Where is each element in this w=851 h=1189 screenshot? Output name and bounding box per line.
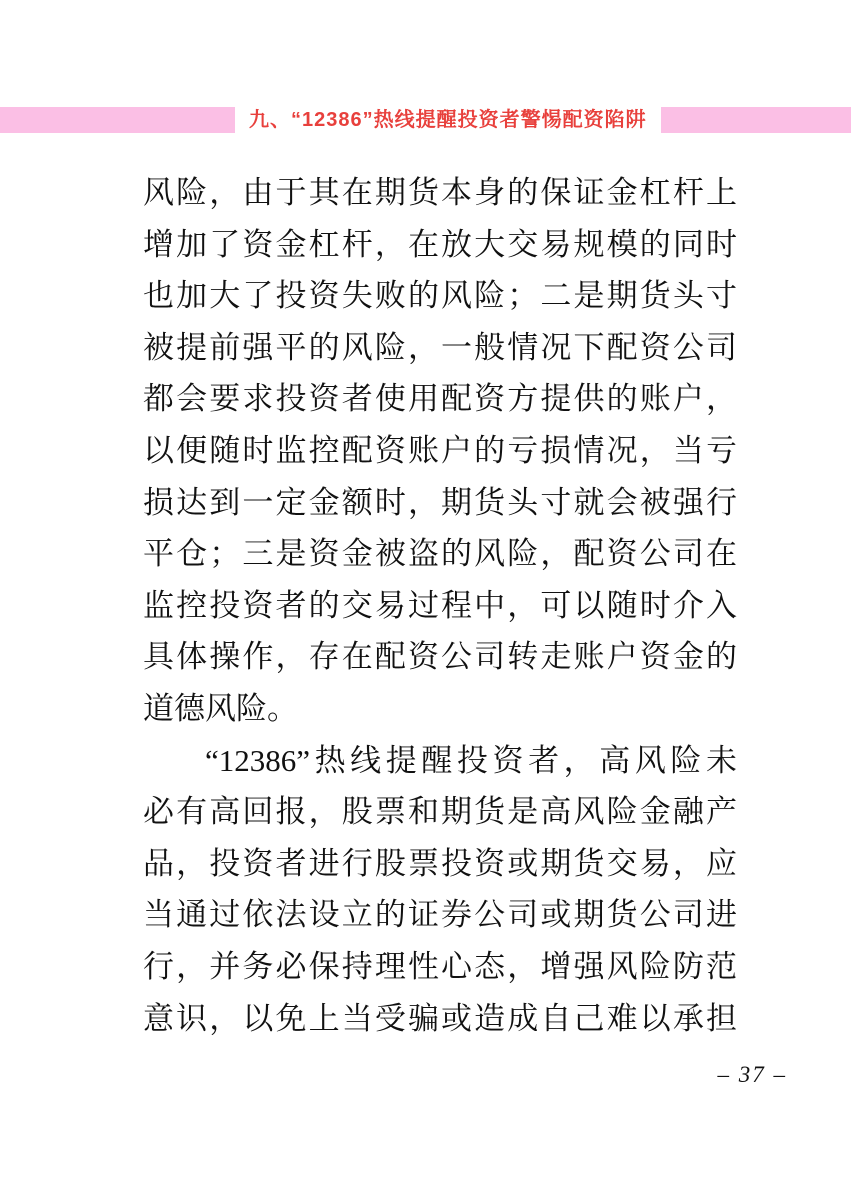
header-band-left [0,107,235,133]
body-text [143,167,737,1044]
body-text-line: 行，并务必保持理性心态，增强风险防范 [143,948,737,984]
body-text-line: 具体操作，存在配资公司转走账户资金的 [143,639,737,675]
body-text-line: 也加大了投资失败的风险；二是期货头寸 [143,278,737,314]
body-text-line: 风险，由于其在期货本身的保证金杠杆上 [143,175,737,210]
header-band-right [661,107,851,133]
body-text-line: 意识，以免上当受骗或造成自己难以承担 [143,1000,737,1036]
body-text-line: 增加了资金杠杆，在放大交易规模的同时 [143,226,737,262]
body-text-line: 被提前强平的风险，一般情况下配资公司 [143,329,737,365]
body-text-line: 损达到一定金额时，期货头寸就会被强行 [143,484,737,520]
chapter-title: 九、“12386”热线提醒投资者警惕配资陷阱 [235,107,661,133]
body-text-line: 品，投资者进行股票投资或期货交易，应 [143,845,737,881]
body-text-line: 必有高回报，股票和期货是高风险金融产 [143,794,737,830]
body-text-line: 监控投资者的交易过程中，可以随时介入 [143,587,737,623]
body-text-line: 平仓；三是资金被盗的风险，配资公司在 [143,536,737,572]
body-text-line: 都会要求投资者使用配资方提供的账户， [143,381,737,417]
page-number: – 37 – [717,1062,787,1087]
body-text-line: 道德风险。 [143,690,298,726]
body-text-line: 当通过依法设立的证券公司或期货公司进 [143,897,737,933]
chapter-header [0,107,851,133]
body-text-line: 以便随时监控配资账户的亏损情况，当亏 [143,432,737,468]
body-text-line: “12386”热线提醒投资者，高风险未 [205,742,737,778]
